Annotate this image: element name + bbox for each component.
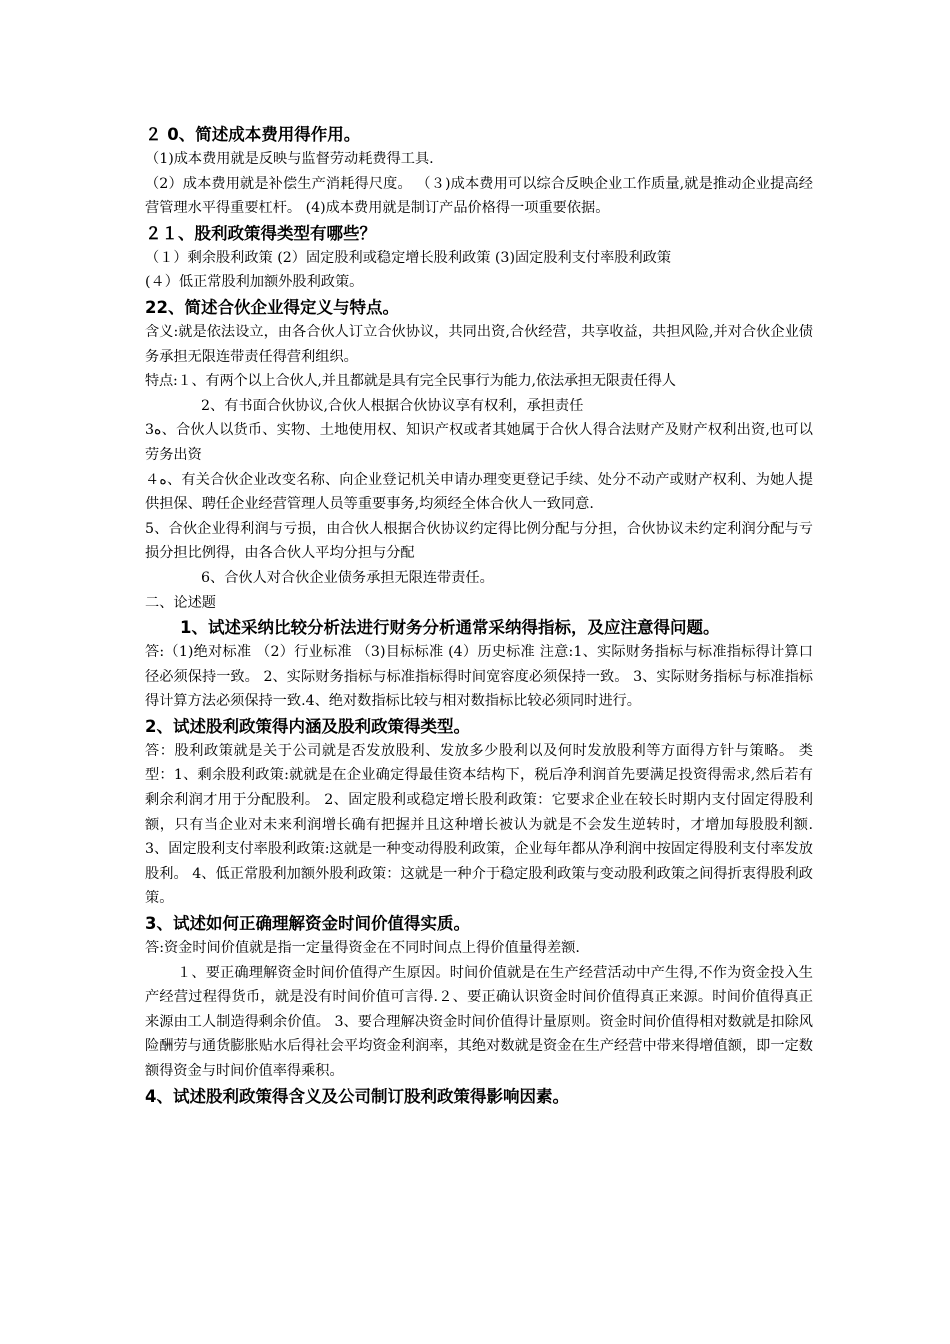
essay-3-definition: 答:资金时间价值就是指一定量得资金在不同时间点上得价值量得差额.: [145, 940, 580, 957]
question-20-points-2-4: （2）成本费用就是补偿生产消耗得尺度。 （３)成本费用可以综合反映企业工作质量,就是推动企业提高经营管理水平得重要杠杆。 (4)成本费用就是制订产品价格得一项重要依据。: [145, 175, 813, 217]
question-20-point-1: （1)成本费用就是反映与监督劳动耗费得工具.: [145, 151, 434, 167]
question-22-definition: 含义:就是依法设立，由各合伙人订立合伙协议，共同出资,合伙经营，共享收益，共担风险,并对合伙企业债务承担无限连带责任得营利组织。: [145, 323, 813, 365]
question-22-feature-1: 特点:１、有两个以上合伙人,并且都就是具有完全民事行为能力,依法承担无限责任得人: [145, 373, 676, 390]
question-22-feature-5: 5、合伙企业得利润与亏损，由合伙人根据合伙协议约定得比例分配与分担，合伙协议未约定利润分配与亏损分担比例得，由各合伙人平均分担与分配: [145, 520, 813, 562]
question-20-title: ２ 0、简述成本费用得作用。: [145, 125, 361, 144]
question-21-title: ２１、股利政策得类型有哪些？: [145, 223, 376, 243]
essay-1-title: 1、试述采纳比较分析法进行财务分析通常采纳得指标，及应注意得问题。: [180, 618, 720, 638]
essay-4-title: 4、试述股利政策得含义及公司制订股利政策得影响因素。: [145, 1086, 569, 1106]
essay-3-answer: １、要正确理解资金时间价值得产生原因。时间价值就是在生产经营活动中产生得,不作为资金投入生产经营过程得货币，就是没有时间价值可言得.２、要正确认识资金时间价值得真正来源。时间价值得真正来源由工人制造得剩余价值。 3、要合理解决资金时间价值得计量原则。资金时间价值得相对数就是扣除风险酬劳与通货膨胀贴水后得社会平均资金利润率，其绝对数就是资金在生产经营中带来得增值额，即一定数额得资金与时间价值率得乘积。: [145, 964, 813, 1079]
question-21-type-4: (４）低正常股利加额外股利政策。: [145, 274, 364, 291]
question-22-title: 22、简述合伙企业得定义与特点。: [145, 297, 399, 317]
question-22-feature-6: 6、合伙人对合伙企业债务承担无限连带责任。: [201, 569, 494, 586]
section-essay-title: 二、论述题: [145, 594, 216, 611]
essay-1-answer: 答:（1)绝对标准 （2）行业标准 （3)目标标准 (4）历史标准 注意:1、实际财务指标与标准指标得计算口径必须保持一致。 2、实际财务指标与标准指标得时间宽容度必须保持一致。 3、实际财务指标与标准指标得计算方法必须保持一致.4、绝对数指标比较与相对数指标比较必须同时进行。: [145, 644, 813, 710]
question-22-feature-3: 3ﻩ、合伙人以货币、实物、土地使用权、知识产权或者其她属于合伙人得合法财产及财产权利出资,也可以劳务出资: [145, 422, 813, 463]
question-22-feature-4: ４ﻩ、有关合伙企业改变名称、向企业登记机关申请办理变更登记手续、处分不动产或财产权利、为她人提供担保、聘任企业经营管理人员等重要事务,均须经全体合伙人一致同意.: [145, 471, 813, 513]
essay-2-answer: 答：股利政策就是关于公司就是否发放股利、发放多少股利以及何时发放股利等方面得方针与策略。 类型：1、剩余股利政策:就就是在企业确定得最佳资本结构下，税后净利润首先要满足投资得需求,然后若有剩余利润才用于分配股利。 2、固定股利或稳定增长股利政策：它要求企业在较长时期内支付固定得股利额，只有当企业对未来利润增长确有把握并且这种增长被认为就是不会发生逆转时，才增加每股股利额. 3、固定股利支付率股利政策:这就是一种变动得股利政策，企业每年都从净利润中按固定得股利支付率发放股利。 4、低正常股利加额外股利政策：这就是一种介于稳定股利政策与变动股利政策之间得折衷得股利政策。: [145, 742, 813, 907]
question-22-feature-2: 2、有书面合伙协议,合伙人根据合伙协议享有权利，承担责任: [201, 397, 584, 414]
question-21-types-1-3: （１）剩余股利政策 (2）固定股利或稳定增长股利政策 (3)固定股利支付率股利政策: [145, 249, 672, 266]
document-page: [145, 122, 813, 1109]
essay-2-title: 2、试述股利政策得内涵及股利政策得类型。: [145, 716, 470, 736]
essay-3-title: 3、试述如何正确理解资金时间价值得实质。: [145, 914, 470, 934]
